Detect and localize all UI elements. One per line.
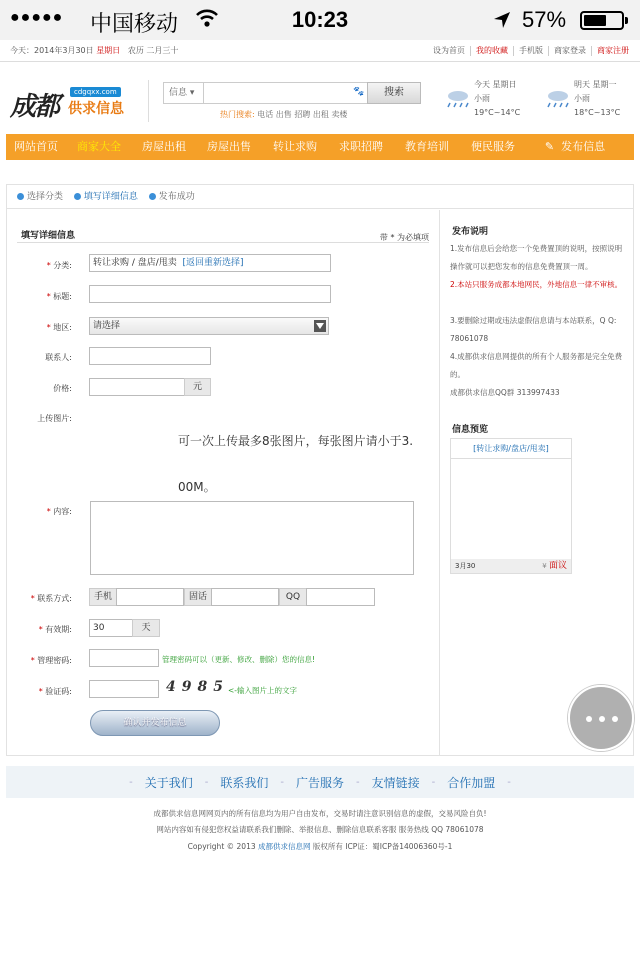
nav-jobs[interactable]: 求职招聘 <box>339 140 383 153</box>
upload-note: 可一次上传最多8张图片，每张图片请小于3. 00M。 <box>178 434 414 494</box>
nav-services[interactable]: 便民服务 <box>471 140 515 153</box>
breadcrumb <box>7 185 633 209</box>
battery-icon <box>580 11 624 30</box>
search-type-select[interactable]: 信息 ▾ <box>163 82 203 104</box>
form-title: 填写详细信息 <box>21 231 76 241</box>
info-preview <box>450 438 572 574</box>
validity-input[interactable]: 30 <box>89 619 133 637</box>
preview-category: [转让求购/盘店/甩卖] <box>451 439 571 459</box>
password-input[interactable] <box>89 649 159 667</box>
region-label: * 地区: <box>46 323 72 332</box>
sidebar <box>439 210 633 756</box>
preview-title: 信息预览 <box>452 425 489 435</box>
lunar-date: 农历 二月三十 <box>127 46 179 55</box>
price-unit: 元 <box>184 378 211 396</box>
submit-button[interactable]: 确认并发布信息 <box>90 710 220 736</box>
mobile-version-link[interactable]: 手机版 <box>513 46 548 56</box>
landline-label: 固话 <box>184 588 212 606</box>
nav-post-info-label: 发布信息 <box>561 140 606 153</box>
paw-icon: 🐾 <box>353 87 365 97</box>
password-hint: 管理密码可以（更新、修改、删除）您的信息! <box>162 655 316 664</box>
contact-method-label: * 联系方式: <box>30 594 72 603</box>
qq-label: QQ <box>279 588 307 606</box>
weather-tomorrow-temp: 18°C~13°C <box>574 108 621 117</box>
search-input[interactable] <box>203 82 369 104</box>
dot-icon <box>612 716 618 722</box>
merchant-login-link[interactable]: 商家登录 <box>548 46 591 56</box>
dot-icon <box>599 716 605 722</box>
captcha-input[interactable] <box>89 680 159 698</box>
title-label: * 标题: <box>46 292 72 301</box>
upload-images-label: 上传图片: <box>37 414 72 423</box>
weekday: 星期日 <box>96 46 121 55</box>
nav-home[interactable]: 网站首页 <box>14 140 58 153</box>
landline-input[interactable] <box>211 588 279 606</box>
footer-contact-link[interactable]: 联系我们 <box>220 775 269 790</box>
required-note: 带 * 为必填项 <box>379 233 429 242</box>
location-arrow-icon <box>492 10 512 30</box>
edit-icon: ✎ <box>544 140 555 153</box>
validity-unit: 天 <box>132 619 160 637</box>
today-date: 今天：2014年3月30日 <box>10 46 94 55</box>
mobile-label: 手机 <box>89 588 117 606</box>
price-label: 价格: <box>53 384 72 393</box>
rain-cloud-icon <box>444 88 472 112</box>
nav-house-rent[interactable]: 房屋出租 <box>142 140 186 153</box>
preview-date: 3月30 <box>455 562 476 570</box>
hot-search-terms[interactable]: 电话 出售 招聘 出租 卖楼 <box>257 110 348 119</box>
reselect-category-link[interactable]: [返回重新选择] <box>182 258 244 268</box>
clock: 10:23 <box>291 7 349 32</box>
note-1: 1.发布信息后会给您一个免费置顶的说明，按照说明操作就可以把您发布的信息免费置顶一周。 <box>450 244 623 271</box>
publish-notes-title: 发布说明 <box>452 227 489 237</box>
step-published: 发布成功 <box>149 192 199 202</box>
set-homepage-link[interactable]: 设为首页 <box>433 46 465 55</box>
nav-house-sale[interactable]: 房屋出售 <box>207 140 251 153</box>
note-2: 2.本站只服务成都本地网民，外地信息一律不审核。 <box>450 280 623 289</box>
price-input[interactable] <box>89 378 185 396</box>
footer-contact-info: 网站内容如有侵犯您权益请联系我们删除、举报信息、删除信息联系客服 服务热线 QQ 78061078 <box>156 825 484 834</box>
logo-domain: cdgqxx.com <box>70 87 121 97</box>
rain-cloud-icon <box>544 88 572 112</box>
preview-price: ¥ 面议 <box>542 561 567 571</box>
favorites-link[interactable]: 我的收藏 <box>470 46 513 56</box>
site-header <box>0 62 640 134</box>
step-choose-category[interactable]: 选择分类 <box>17 192 67 202</box>
chevron-down-icon <box>314 320 326 332</box>
dot-icon <box>586 716 592 722</box>
footer-site-link[interactable]: 成都供求信息网 <box>258 842 311 851</box>
footer-disclaimer: 成都供求信息网网页内的所有信息均为用户自由发布，交易时请注意识别信息的虚假，交易风险自负! <box>153 809 487 818</box>
footer-nav: - 关于我们 - 联系我们 - 广告服务 - 友情链接 - 合作加盟 - <box>6 766 634 798</box>
signal-icon: ●●●●● <box>10 9 64 26</box>
logo-subtitle: 供求信息 <box>68 101 124 117</box>
step-fill-details: 填写详细信息 <box>74 192 142 202</box>
merchant-register-link[interactable]: 商家注册 <box>591 46 634 56</box>
qq-group: 成都供求信息QQ群 313997433 <box>450 388 560 397</box>
hot-search <box>220 109 347 120</box>
site-logo[interactable] <box>10 82 138 122</box>
carrier-name: 中国移动 <box>90 11 179 36</box>
note-3: 3.要删除过期或违法虚假信息请与本站联系，Q Q: 78061078 <box>450 316 617 343</box>
weather-today-day: 今天 星期日 <box>474 80 517 89</box>
footer-partner-link[interactable]: 合作加盟 <box>447 775 496 790</box>
hot-search-label: 热门搜索: <box>220 110 255 119</box>
content-textarea[interactable] <box>90 501 414 575</box>
validity-label: * 有效期: <box>38 625 72 634</box>
nav-education[interactable]: 教育培训 <box>405 140 449 153</box>
more-options-button[interactable] <box>568 685 634 751</box>
search-bar <box>163 82 421 104</box>
weather-today-cond: 小雨 <box>474 94 490 103</box>
contact-person-input[interactable] <box>89 347 211 365</box>
nav-merchants[interactable]: 商家大全 <box>77 140 121 153</box>
logo-text: 成都 <box>10 92 59 122</box>
contact-person-label: 联系人: <box>45 353 72 362</box>
preview-footer <box>451 559 571 573</box>
main-nav <box>6 134 634 160</box>
password-label: * 管理密码: <box>30 656 72 665</box>
footer-ads-link[interactable]: 广告服务 <box>295 775 344 790</box>
category-value: 转让求购 / 盘店/甩卖 <box>93 258 177 268</box>
content-label: * 内容: <box>46 507 72 516</box>
weather-tomorrow-day: 明天 星期一 <box>574 80 617 89</box>
footer-about-link[interactable]: 关于我们 <box>144 775 193 790</box>
footer-friend-links[interactable]: 友情链接 <box>371 775 420 790</box>
category-field <box>89 254 331 272</box>
footer-copyright: Copyright © 2013 成都供求信息网 版权所有 ICP证：蜀ICP备14006360号-1 <box>187 842 453 851</box>
search-button[interactable]: 搜索 <box>367 82 421 104</box>
captcha-hint: <-输入图片上的文字 <box>228 686 297 695</box>
region-select[interactable]: 请选择 <box>89 317 329 335</box>
nav-post-info[interactable] <box>526 134 624 160</box>
nav-transfer[interactable]: 转让求购 <box>273 140 317 153</box>
captcha-label: * 验证码: <box>38 687 72 696</box>
divider <box>17 242 429 243</box>
qq-input[interactable] <box>306 588 375 606</box>
mobile-input[interactable] <box>116 588 184 606</box>
top-info-bar <box>0 40 640 62</box>
weather-tomorrow-cond: 小雨 <box>574 94 590 103</box>
note-4: 4.成都供求信息网提供的所有个人服务都是完全免费的。 <box>450 352 623 379</box>
captcha-image[interactable]: 4985 <box>166 679 229 695</box>
weather-today-temp: 19°C~14°C <box>474 108 521 117</box>
ios-status-bar <box>0 0 640 40</box>
category-label: * 分类: <box>46 261 72 270</box>
divider <box>148 80 149 122</box>
battery-percent: 57% <box>522 7 567 32</box>
title-input[interactable] <box>89 285 331 303</box>
